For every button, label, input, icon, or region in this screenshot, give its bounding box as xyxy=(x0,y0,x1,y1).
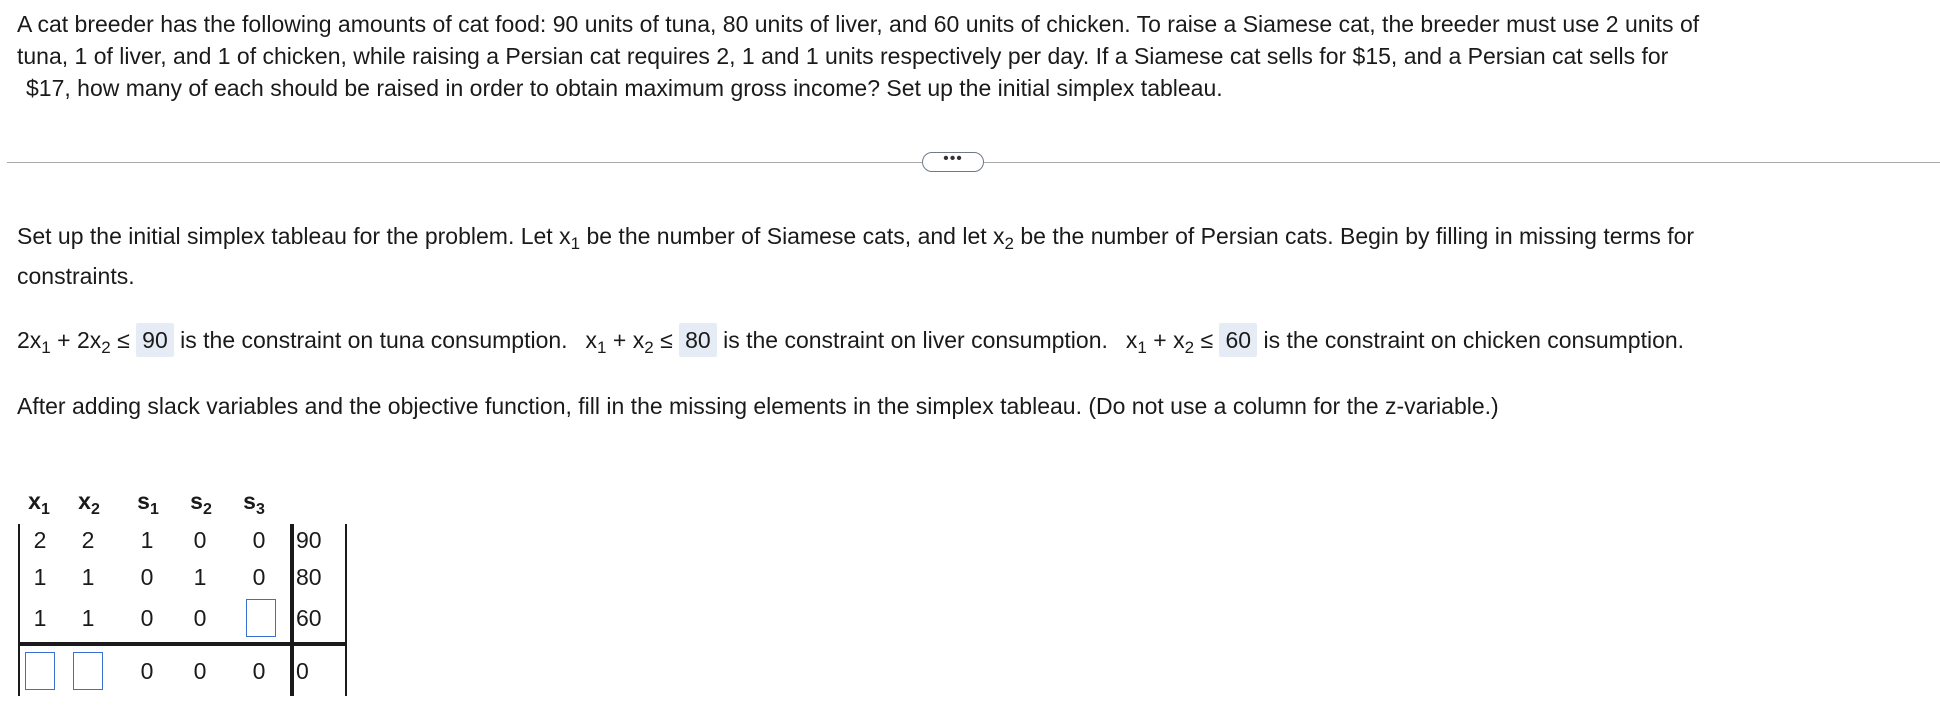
tableau-cell: 0 xyxy=(252,564,266,590)
constraint-term: + 2x xyxy=(50,327,102,353)
header-s1: $s_1$ xyxy=(137,488,159,518)
instructions-cont xyxy=(17,256,1927,296)
subscript: 2 xyxy=(1184,338,1195,357)
subscript: 1 xyxy=(1137,338,1147,357)
tableau-rhs: 0 xyxy=(296,658,309,684)
constraint-line xyxy=(17,320,1927,360)
constraint-term: + x xyxy=(1146,327,1185,353)
tableau-left-border xyxy=(18,524,20,696)
tableau-cell: 0 xyxy=(252,658,266,684)
tableau-rhs: 80 xyxy=(296,564,322,590)
header-s3: $s_3$ xyxy=(243,488,265,518)
tableau-cell: 0 xyxy=(140,658,154,684)
constraint-term: 2x xyxy=(17,327,42,353)
tableau-cell: 1 xyxy=(140,527,154,553)
instructions xyxy=(17,216,1927,256)
header-x2: $x_2$ xyxy=(78,488,100,518)
constraint-operator: ≤ xyxy=(1194,327,1214,353)
tableau-right-border xyxy=(345,524,347,696)
tableau-rhs: 60 xyxy=(296,605,322,631)
subscript: 2 xyxy=(1004,234,1014,253)
subscript: 1 xyxy=(597,338,607,357)
constraint-term: x xyxy=(1125,327,1138,353)
tableau-cell: 0 xyxy=(193,527,207,553)
tableau-cell: 2 xyxy=(81,527,95,553)
chicken-constraint xyxy=(1125,327,1685,357)
tableau-cell: 1 xyxy=(33,564,47,590)
tableau-cell: 1 xyxy=(81,564,95,590)
tableau-cell: 1 xyxy=(81,605,95,631)
tableau-cell: 1 xyxy=(33,605,47,631)
instruction-text: constraints. xyxy=(17,263,135,289)
constraint-operator: ≤ xyxy=(653,327,673,353)
tableau-rhs-separator xyxy=(290,524,294,696)
tableau-input-obj-x2[interactable] xyxy=(73,652,103,690)
constraint-term: x xyxy=(585,327,598,353)
subscript: 2 xyxy=(101,338,111,357)
problem-line: tuna, 1 of liver, and 1 of chicken, while raising a Persian cat requires 2, 1 and 1 units respectively per day. If a Siamese cat sells for $15, and a Persian cat sells for xyxy=(17,43,1669,69)
tableau-cell: 0 xyxy=(193,658,207,684)
tableau-objective-separator xyxy=(18,642,347,646)
problem-line: A cat breeder has the following amounts of cat food: 90 units of tuna, 80 units of liver, and 60 units of chicken. To raise a Siamese cat, the breeder must use 2 units of xyxy=(17,11,1700,37)
header-x1: $x_1$ xyxy=(28,488,50,518)
tableau-rhs: 90 xyxy=(296,527,322,553)
instruction-text: be the number of Siamese cats, and let x xyxy=(580,223,1005,249)
tableau-cell: 0 xyxy=(140,605,154,631)
subscript: 1 xyxy=(570,234,581,253)
problem-statement xyxy=(17,8,1927,104)
constraint-text: is the constraint on tuna consumption. xyxy=(180,327,568,353)
subscript: 2 xyxy=(644,338,654,357)
constraint-text: is the constraint on liver consumption. xyxy=(723,327,1108,353)
tableau-cell: 2 xyxy=(33,527,47,553)
tableau-input-s3[interactable] xyxy=(246,599,276,637)
tableau-cell: 0 xyxy=(193,605,207,631)
constraint-term: + x xyxy=(606,327,645,353)
tableau-cell: 0 xyxy=(140,564,154,590)
chicken-answer[interactable]: 60 xyxy=(1219,323,1257,357)
tableau-cell: 0 xyxy=(252,527,266,553)
show-more-button[interactable]: ••• xyxy=(922,152,984,172)
instruction-text: Set up the initial simplex tableau for the problem. Let x xyxy=(17,223,571,249)
liver-constraint xyxy=(585,327,1108,357)
header-s2: $s_2$ xyxy=(190,488,212,518)
constraint-operator: ≤ xyxy=(110,327,130,353)
tableau-input-obj-x1[interactable] xyxy=(25,652,55,690)
tuna-answer[interactable]: 90 xyxy=(136,323,174,357)
liver-answer[interactable]: 80 xyxy=(679,323,717,357)
constraint-text: is the constraint on chicken consumption. xyxy=(1263,327,1685,353)
tableau-cell: 1 xyxy=(193,564,207,590)
after-instructions: After adding slack variables and the objective function, fill in the missing elements in the simplex tableau. (Do not use a column for the z-variable.) xyxy=(17,393,1499,419)
tuna-constraint xyxy=(17,327,568,357)
subscript: 1 xyxy=(41,338,51,357)
instruction-text: be the number of Persian cats. Begin by filling in missing terms for xyxy=(1014,223,1695,249)
problem-line: $17, how many of each should be raised in order to obtain maximum gross income? Set up the initial simplex tableau. xyxy=(26,75,1223,101)
